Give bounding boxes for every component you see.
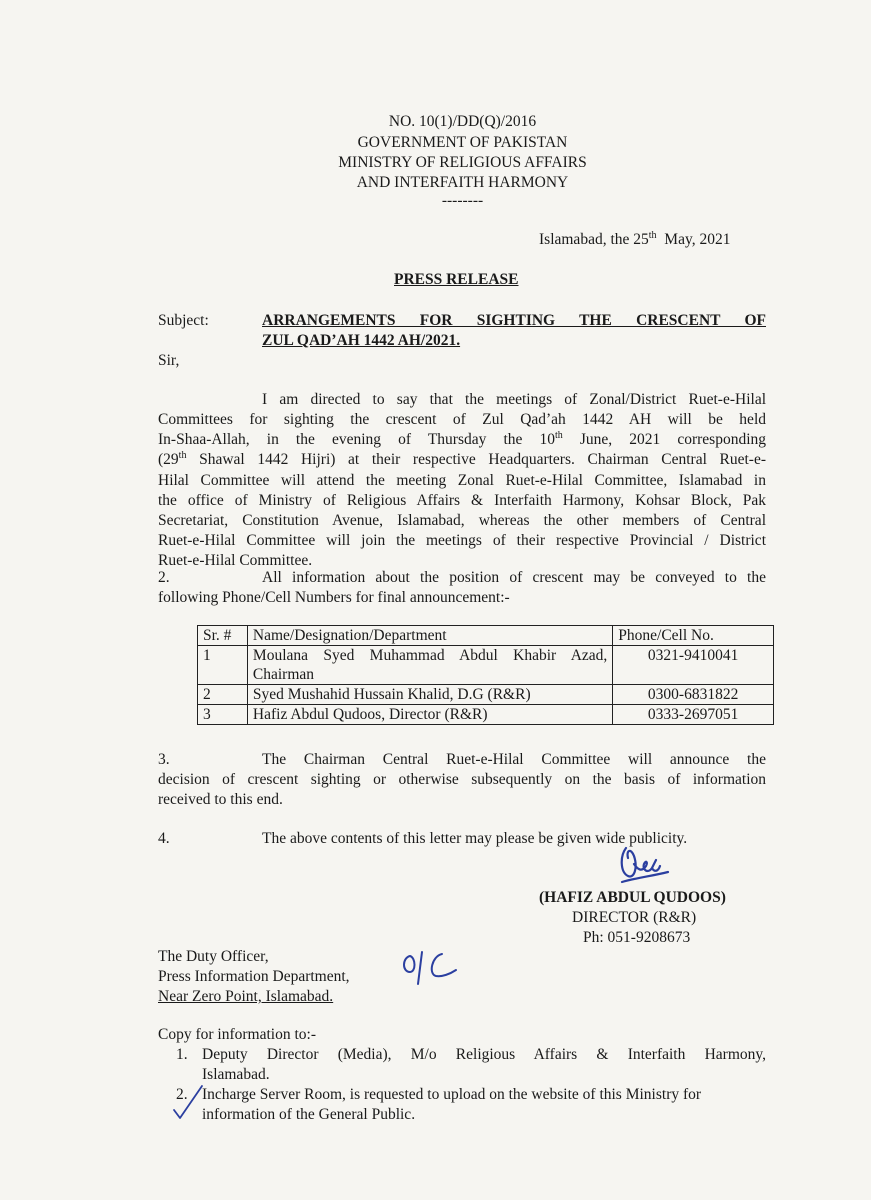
signatory-phone: Ph: 051-9208673 <box>583 929 691 946</box>
subject-line-1: ARRANGEMENTS FOR SIGHTING THE CRESCENT OF <box>262 312 766 329</box>
government-line: GOVERNMENT OF PAKISTAN <box>357 134 568 151</box>
table-row <box>198 685 774 705</box>
para1-line-2: Committees for sighting the crescent of Zul Qad’ah 1442 AH will be held <box>158 411 766 428</box>
recipient-line-3: Near Zero Point, Islamabad. <box>158 988 334 1005</box>
para1-line-4 <box>158 450 766 470</box>
para1-line-4b: Shawal 1442 Hijri) at their respective Headquarters. Chairman Central Ruet-e- <box>186 451 766 469</box>
para1-line-3a: In-Shaa-Allah, in the evening of Thursday the 10 <box>158 431 555 449</box>
table-row <box>198 646 774 685</box>
para1-line-6: the office of Ministry of Religious Affairs & Interfaith Harmony, Kohsar Block, Pak <box>158 491 766 509</box>
recipient-line-1: The Duty Officer, <box>158 948 269 965</box>
para2-line-1: All information about the position of crescent may be conveyed to the <box>262 569 766 586</box>
para1-line-3 <box>158 430 766 450</box>
check-mark-icon <box>170 1082 206 1122</box>
row-phone: 0321-9410041 <box>613 646 774 685</box>
row-name <box>247 646 612 685</box>
para1-sup-1: th <box>554 430 563 442</box>
copy-item-2-number: 2. <box>176 1086 188 1103</box>
recipient-line-2: Press Information Department, <box>158 968 350 985</box>
para1-line-5: Hilal Committee will attend the meeting Zonal Ruet-e-Hilal Committee, Islamabad in <box>158 471 766 489</box>
copy-item-1-number: 1. <box>176 1046 188 1063</box>
row-phone: 0333-2697051 <box>613 705 774 725</box>
row-name: Hafiz Abdul Qudoos, Director (R&R) <box>247 705 612 725</box>
contacts-table <box>197 625 774 725</box>
header-name: Name/Designation/Department <box>247 626 612 646</box>
ministry-line-2: AND INTERFAITH HARMONY <box>356 174 569 191</box>
para2-line-2: following Phone/Cell Numbers for final announcement:- <box>158 589 510 606</box>
para1-line-4a: (29 <box>158 451 179 469</box>
signatory-name: (HAFIZ ABDUL QUDOOS) <box>539 889 726 906</box>
date-month-year: May, 2021 <box>656 231 731 248</box>
copy-heading: Copy for information to:- <box>158 1026 316 1043</box>
copy-item-2-line-2: information of the General Public. <box>202 1106 416 1123</box>
para3-line-1: The Chairman Central Ruet-e-Hilal Committee will announce the <box>262 751 766 768</box>
para1-sup-2: th <box>178 450 187 462</box>
date-suffix-sup: th <box>648 229 657 241</box>
copy-item-2-line-1: Incharge Server Room, is requested to upload on the website of this Ministry for <box>202 1086 702 1103</box>
ministry-line: MINISTRY OF RELIGIOUS AFFAIRS <box>338 154 587 171</box>
table-row <box>198 705 774 725</box>
row-name: Syed Mushahid Hussain Khalid, D.G (R&R) <box>247 685 612 705</box>
row-sr: 2 <box>198 685 248 705</box>
para1-line-7: Secretariat, Constitution Avenue, Islamabad, whereas the other members of Central <box>158 511 766 529</box>
press-release-title: PRESS RELEASE <box>394 271 519 288</box>
row-sr: 1 <box>198 646 248 685</box>
reference-number: NO. 10(1)/DD(Q)/2016 <box>388 113 537 130</box>
row-phone: 0300-6831822 <box>613 685 774 705</box>
signatory-designation: DIRECTOR (R&R) <box>572 909 697 926</box>
copy-item-1-line-1: Deputy Director (Media), M/o Religious Affairs & Interfaith Harmony, <box>202 1046 766 1063</box>
subject-label: Subject: <box>158 312 209 329</box>
para3-line-2: decision of crescent sighting or otherwise subsequently on the basis of information <box>158 771 766 788</box>
header-phone: Phone/Cell No. <box>613 626 774 646</box>
subject-line-2: ZUL QAD’AH 1442 AH/2021. <box>262 332 461 349</box>
row-sr: 3 <box>198 705 248 725</box>
para1-line-1: I am directed to say that the meetings of Zonal/District Ruet-e-Hilal <box>262 391 766 408</box>
date-line <box>539 230 730 250</box>
para3-line-3: received to this end. <box>158 791 283 808</box>
paragraph-1 <box>158 410 766 572</box>
para1-line-9: Ruet-e-Hilal Committee. <box>158 552 313 570</box>
salutation: Sir, <box>158 352 180 369</box>
para1-line-3b: June, 2021 corresponding <box>562 431 766 449</box>
para4-text: The above contents of this letter may please be given wide publicity. <box>262 830 688 847</box>
signature-scribble-icon <box>612 842 672 888</box>
para4-number: 4. <box>158 830 170 847</box>
header-sr: Sr. # <box>198 626 248 646</box>
para2-number: 2. <box>158 569 170 586</box>
para3-number: 3. <box>158 751 170 768</box>
table-header-row <box>198 626 774 646</box>
copy-item-1-line-2: Islamabad. <box>202 1066 270 1083</box>
handwritten-oc-note-icon <box>398 944 462 988</box>
para1-line-8: Ruet-e-Hilal Committee will join the meetings of their respective Provincial / District <box>158 532 766 550</box>
row-name-line-2: Chairman <box>252 666 315 683</box>
header-separator: -------- <box>441 192 484 209</box>
date-prefix: Islamabad, the 25 <box>539 231 649 248</box>
row-name-line-1: Moulana Syed Muhammad Abdul Khabir Azad, <box>252 647 608 664</box>
